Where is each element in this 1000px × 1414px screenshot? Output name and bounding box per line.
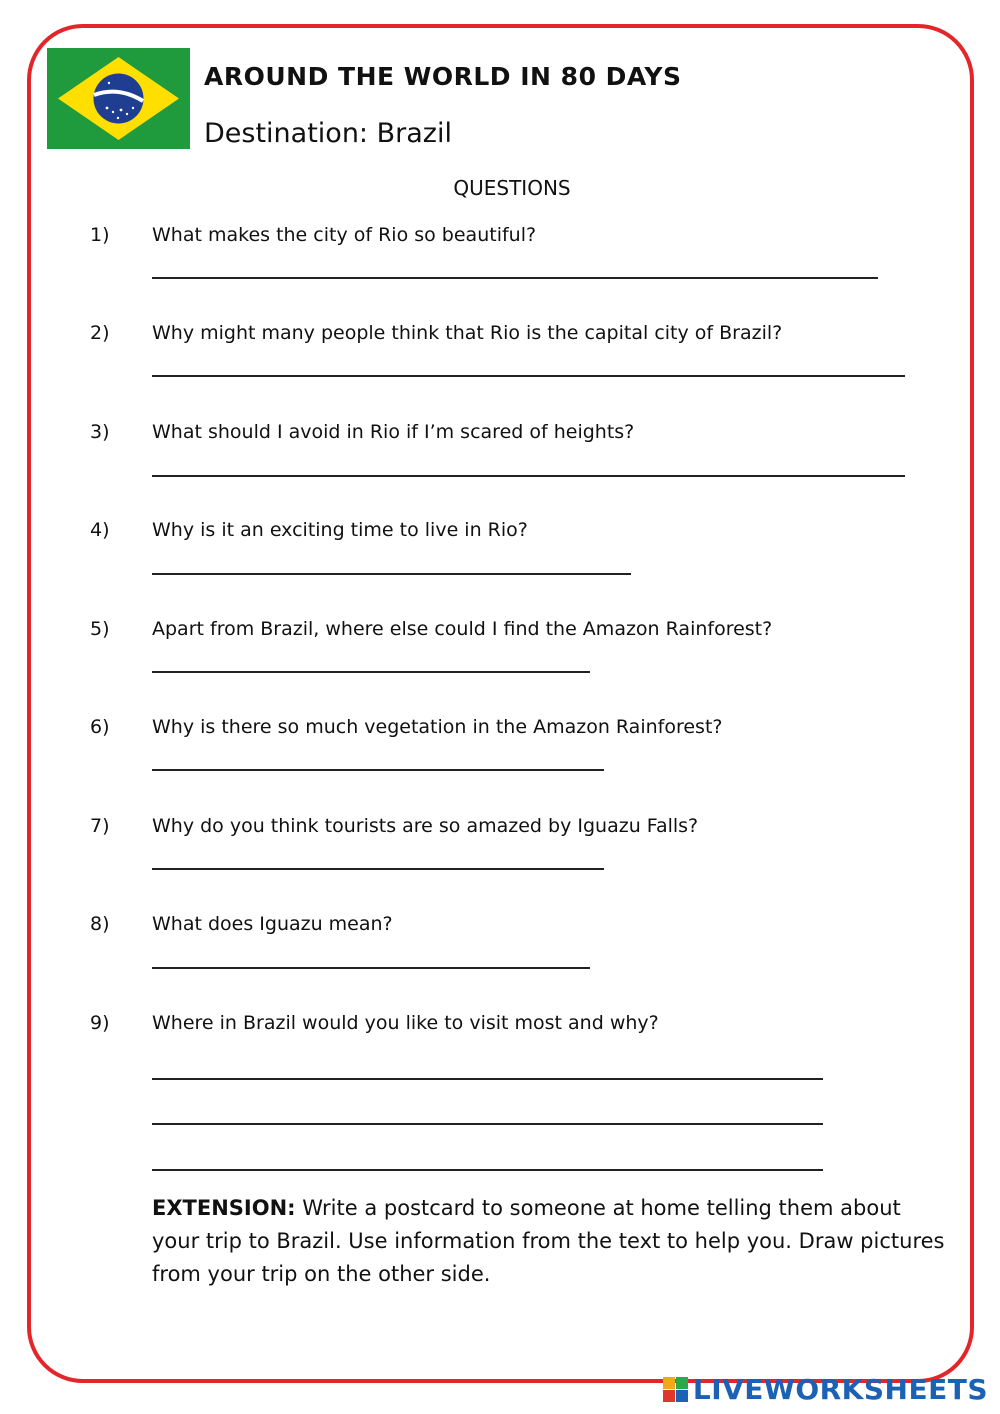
answer-line[interactable] — [152, 573, 631, 575]
brand-name: LIVEWORKSHEETS — [692, 1373, 988, 1406]
question-number: 5) — [90, 618, 110, 640]
question-number: 3) — [90, 421, 110, 443]
question-number: 1) — [90, 224, 110, 246]
question-text: What should I avoid in Rio if I’m scared of heights? — [152, 421, 635, 443]
answer-line[interactable] — [152, 1123, 823, 1125]
question-text: Why do you think tourists are so amazed by Iguazu Falls? — [152, 815, 699, 837]
question-text: Why is there so much vegetation in the Amazon Rainforest? — [152, 716, 723, 738]
answer-line[interactable] — [152, 475, 905, 477]
answer-line[interactable] — [152, 1078, 823, 1080]
brazil-flag-icon — [47, 48, 190, 149]
question-number: 4) — [90, 519, 110, 541]
question-text: What makes the city of Rio so beautiful? — [152, 224, 537, 246]
worksheet-title: AROUND THE WORLD IN 80 DAYS — [204, 62, 682, 91]
extension-label: EXTENSION: — [152, 1196, 296, 1220]
answer-line[interactable] — [152, 1169, 823, 1171]
question-number: 2) — [90, 322, 110, 344]
answer-line[interactable] — [152, 769, 604, 771]
questions-heading: QUESTIONS — [453, 176, 571, 200]
answer-line[interactable] — [152, 277, 878, 279]
liveworksheets-logo[interactable] — [663, 1373, 988, 1406]
answer-line[interactable] — [152, 868, 604, 870]
extension-task — [152, 1192, 952, 1291]
question-number: 8) — [90, 913, 110, 935]
answer-line[interactable] — [152, 375, 905, 377]
destination-subtitle: Destination: Brazil — [204, 118, 452, 149]
question-text: Apart from Brazil, where else could I find the Amazon Rainforest? — [152, 618, 773, 640]
answer-line[interactable] — [152, 967, 590, 969]
answer-line[interactable] — [152, 671, 590, 673]
question-text: Why is it an exciting time to live in Rio? — [152, 519, 528, 541]
question-text: Where in Brazil would you like to visit most and why? — [152, 1012, 659, 1034]
question-number: 6) — [90, 716, 110, 738]
question-text: What does Iguazu mean? — [152, 913, 393, 935]
question-number: 7) — [90, 815, 110, 837]
extension-text: Write a postcard to someone at home telling them about your trip to Brazil. Use information from the text to help you. Draw pictures from your trip on the other side. — [152, 1196, 945, 1286]
question-text: Why might many people think that Rio is the capital city of Brazil? — [152, 322, 783, 344]
question-number: 9) — [90, 1012, 110, 1034]
liveworksheets-blocks-icon — [663, 1377, 689, 1403]
